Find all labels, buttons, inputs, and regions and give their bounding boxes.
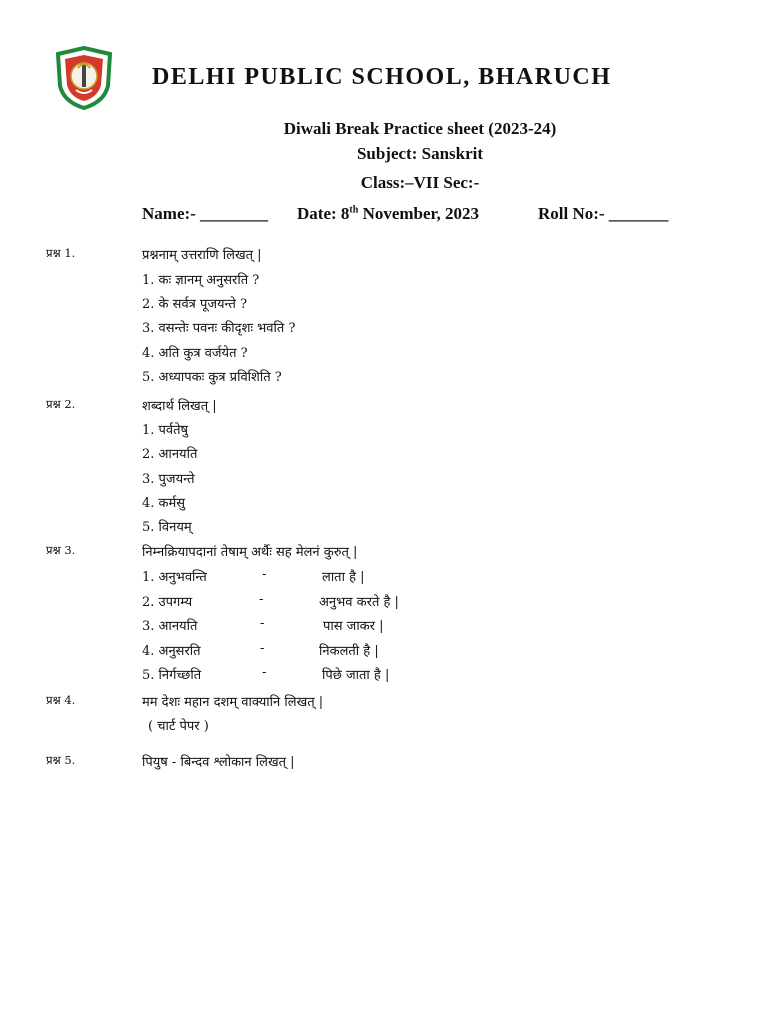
match-dash: - <box>259 592 264 607</box>
match-dash: - <box>260 616 265 631</box>
date-prefix: Date: 8 <box>297 204 350 223</box>
match-right-item: लाता है | <box>322 570 365 585</box>
match-left-item: 1. अनुभवन्ति <box>142 570 207 585</box>
question-4-note: ( चार्ट पेपर ) <box>148 719 209 734</box>
match-left-item: 3. आनयति <box>142 619 198 634</box>
question-4-label: प्रश्न 4. <box>46 693 76 707</box>
question-1-heading: प्रश्ननाम् उत्तराणि लिखत् | <box>142 248 262 263</box>
match-dash: - <box>260 641 265 656</box>
class-section-line: Class:–VII Sec:- <box>360 173 480 192</box>
name-field: Name:- ________ <box>142 204 269 223</box>
match-dash: - <box>262 665 267 680</box>
match-right-item: अनुभव करते है | <box>319 595 399 610</box>
subject-line: Subject: Sanskrit <box>356 144 484 163</box>
match-left-item: 5. निर्गच्छति <box>142 668 202 683</box>
match-left-item: 4. अनुसरति <box>142 644 201 659</box>
question-4-heading: मम देशः महान दशम् वाक्यानि लिखत् | <box>142 695 324 710</box>
question-2-label: प्रश्न 2. <box>46 397 76 411</box>
match-right-item: निकलती है | <box>319 644 379 659</box>
match-right-item: पिछे जाता है | <box>322 668 390 683</box>
question-1-item: 3. वसन्तेः पवनः कीदृशः भवति ? <box>142 321 296 336</box>
question-2-item: 1. पर्वतेषु <box>142 423 189 438</box>
question-1-item: 4. अति कुत्र वर्जयेत ? <box>142 346 248 361</box>
question-1-item: 2. के सर्वत्र पूजयन्ते ? <box>142 297 248 312</box>
question-2-item: 4. कर्मसु <box>142 496 186 511</box>
match-dash: - <box>262 567 267 582</box>
question-2-item: 2. आनयति <box>142 447 198 462</box>
date-suffix: November, 2023 <box>358 204 480 223</box>
question-5-label: प्रश्न 5. <box>46 753 76 767</box>
question-3-label: प्रश्न 3. <box>46 543 76 557</box>
match-left-item: 2. उपगम्य <box>142 595 193 610</box>
student-info-row <box>0 204 768 228</box>
question-2-item: 3. पुजयन्ते <box>142 472 195 487</box>
question-3-heading: निम्नक्रियापदानां तेषाम् अर्थैः सह मेलनं कुरुत् | <box>142 545 358 560</box>
question-2-item: 5. विनयम् <box>142 520 192 535</box>
roll-no-field: Roll No:- _______ <box>538 204 669 223</box>
match-right-item: पास जाकर | <box>323 619 384 634</box>
question-1-item: 1. कः ज्ञानम् अनुसरति ? <box>142 273 260 288</box>
school-name: DELHI PUBLIC SCHOOL, BHARUCH <box>152 64 612 90</box>
question-2-heading: शब्दार्थ लिखत् | <box>142 399 217 414</box>
question-5-heading: पियुष - बिन्दव श्लोकान लिखत् | <box>142 755 295 770</box>
date-superscript: th <box>349 204 359 216</box>
question-1-item: 5. अध्यापकः कुत्र प्रविशिति ? <box>142 370 282 385</box>
question-1-label: प्रश्न 1. <box>46 246 76 260</box>
sheet-title: Diwali Break Practice sheet (2023-24) <box>283 119 557 138</box>
school-logo <box>54 46 114 110</box>
date-field <box>297 204 479 224</box>
